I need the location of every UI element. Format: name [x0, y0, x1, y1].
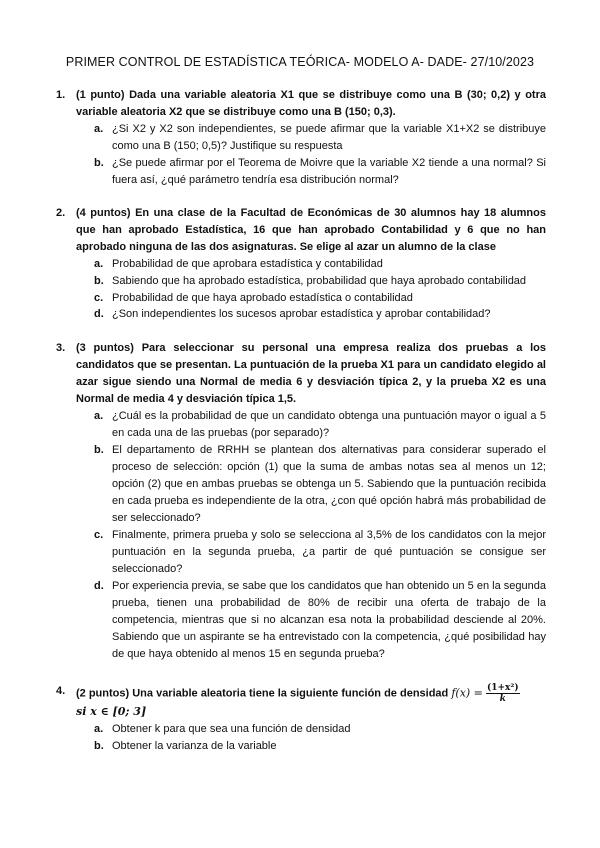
question-3: [56, 340, 546, 663]
subquestion-text: ¿Si X2 y X2 son independientes, se puede afirmar que la variable X1+X2 se distribuye como una B (150; 0,5)? Justifique su respuesta: [112, 122, 546, 152]
subquestion-letter: d.: [94, 580, 104, 593]
question-text: Una variable aleatoria tiene la siguiente función de densidad: [132, 687, 449, 700]
subquestion-letter: a.: [94, 722, 104, 735]
subquestion-text: Probabilidad de que aprobara estadística y contabilidad: [112, 257, 383, 270]
question-4: [56, 683, 546, 755]
fraction-numerator: (1+x²): [486, 683, 519, 693]
subquestion: [94, 578, 546, 663]
subquestion-list: [94, 121, 546, 189]
question-stem: [76, 683, 546, 704]
subquestion-text: Probabilidad de que haya aprobado estadística o contabilidad: [112, 291, 413, 304]
question-stem: [76, 205, 546, 256]
subquestion: [94, 721, 546, 738]
exam-title: PRIMER CONTROL DE ESTADÍSTICA TEÓRICA- MODELO A- DADE- 27/10/2023: [65, 55, 535, 69]
question-points: (4 puntos): [76, 207, 131, 219]
subquestion-text: Finalmente, primera prueba y solo se selecciona al 3,5% de los candidatos con la mejor puntuación en la segunda prueba, ¿a partir de qué puntuación se consigue ser seleccionado?: [112, 528, 546, 575]
subquestion: [94, 121, 546, 155]
subquestion-text: El departamento de RRHH se plantean dos alternativas para considerar superado el proceso de selección: opción (1) que la suma de ambas notas sea al menos un 12; opción (2) que en ambas pruebas se obtenga un 5. Sabiendo que la puntuación recibida en cada prueba es independiente de la otra, ¿con qué opción habrá más probabilidad de ser seleccionado?: [112, 443, 546, 524]
question-text: Dada una variable aleatoria X1 que se distribuye como una B (30; 0,2) y otra variable aleatoria X2 que se distribuye como una B (150; 0,3).: [76, 89, 546, 118]
subquestion-letter: a.: [94, 257, 104, 270]
subquestion-letter: c.: [94, 528, 104, 541]
subquestion-text: ¿Cuál es la probabilidad de que un candidato obtenga una puntuación mayor o igual a 5 en cada una de las pruebas (por separado)?: [112, 409, 546, 439]
question-stem: [76, 340, 546, 408]
subquestion-letter: b.: [94, 274, 104, 287]
subquestion: [94, 408, 546, 442]
subquestion-text: Sabiendo que ha aprobado estadística, probabilidad que haya aprobado contabilidad: [112, 274, 527, 287]
subquestion: [94, 306, 546, 323]
question-2: [56, 205, 546, 323]
question-points: (2 puntos): [76, 687, 130, 700]
question-number: 2.: [56, 207, 66, 219]
subquestion: [94, 155, 546, 189]
subquestion-letter: b.: [94, 156, 104, 169]
subquestion-text: ¿Son independientes los sucesos aprobar estadística y aprobar contabilidad?: [112, 308, 491, 321]
subquestion-letter: d.: [94, 308, 104, 321]
question-text: Para seleccionar su personal una empresa realiza dos pruebas a los candidatos que se presentan. La puntuación de la prueba X1 para un candidato elegido al azar sigue siendo una Normal de media 6 y desviación típica 2, y la prueba X2 es una Normal de media 4 y desviación típica 1,5.: [76, 342, 546, 405]
subquestion-text: Obtener la varianza de la variable: [112, 739, 277, 752]
subquestion-letter: b.: [94, 443, 104, 456]
subquestion: [94, 442, 546, 527]
subquestion-letter: c.: [94, 291, 104, 304]
question-number: 1.: [56, 89, 66, 101]
density-domain: si x ∈ [0; 3]: [76, 705, 147, 718]
subquestion: [94, 738, 546, 755]
subquestion-list: [94, 721, 546, 755]
density-formula-lhs: f(x) =: [451, 686, 483, 700]
subquestion: [94, 290, 546, 307]
subquestion-letter: a.: [94, 409, 104, 422]
subquestion-list: [94, 256, 546, 324]
subquestion-letter: a.: [94, 122, 104, 135]
density-fraction: [486, 683, 520, 704]
question-text: En una clase de la Facultad de Económicas de 30 alumnos hay 18 alumnos que han aprobado Estadística, 16 que han aprobado Contabilidad y 6 que no han aprobado ninguna de las dos asignaturas. Se elige al azar un alumno de la clase: [76, 207, 546, 253]
subquestion-text: Obtener k para que sea una función de densidad: [112, 722, 351, 735]
question-points: (3 puntos): [76, 342, 134, 354]
question-number: 4.: [56, 685, 66, 697]
subquestion-list: [94, 408, 546, 663]
subquestion: [94, 273, 546, 290]
subquestion-letter: b.: [94, 739, 104, 752]
subquestion: [94, 256, 546, 273]
question-number: 3.: [56, 342, 66, 354]
question-points: (1 punto): [76, 89, 125, 101]
fraction-denominator: k: [499, 694, 506, 704]
question-1: [56, 87, 546, 188]
subquestion-text: ¿Se puede afirmar por el Teorema de Moivre que la variable X2 tiende a una normal? Si fuera así, ¿qué parámetro tendría esa distribución normal?: [112, 156, 546, 186]
question-stem: [76, 87, 546, 121]
subquestion-text: Por experiencia previa, se sabe que los candidatos que han obtenido un 5 en la segunda prueba, tienen una probabilidad de 80% de recibir una oferta de trabajo de la competencia, mientras que si no alcanzan esa nota la probabilidad desciende al 20%. Sabiendo que un aspirante se ha entrevistado con la competencia, ¿qué posibilidad hay de que haya obtenido al menos 15 en segunda prueba?: [112, 580, 546, 660]
subquestion: [94, 527, 546, 578]
